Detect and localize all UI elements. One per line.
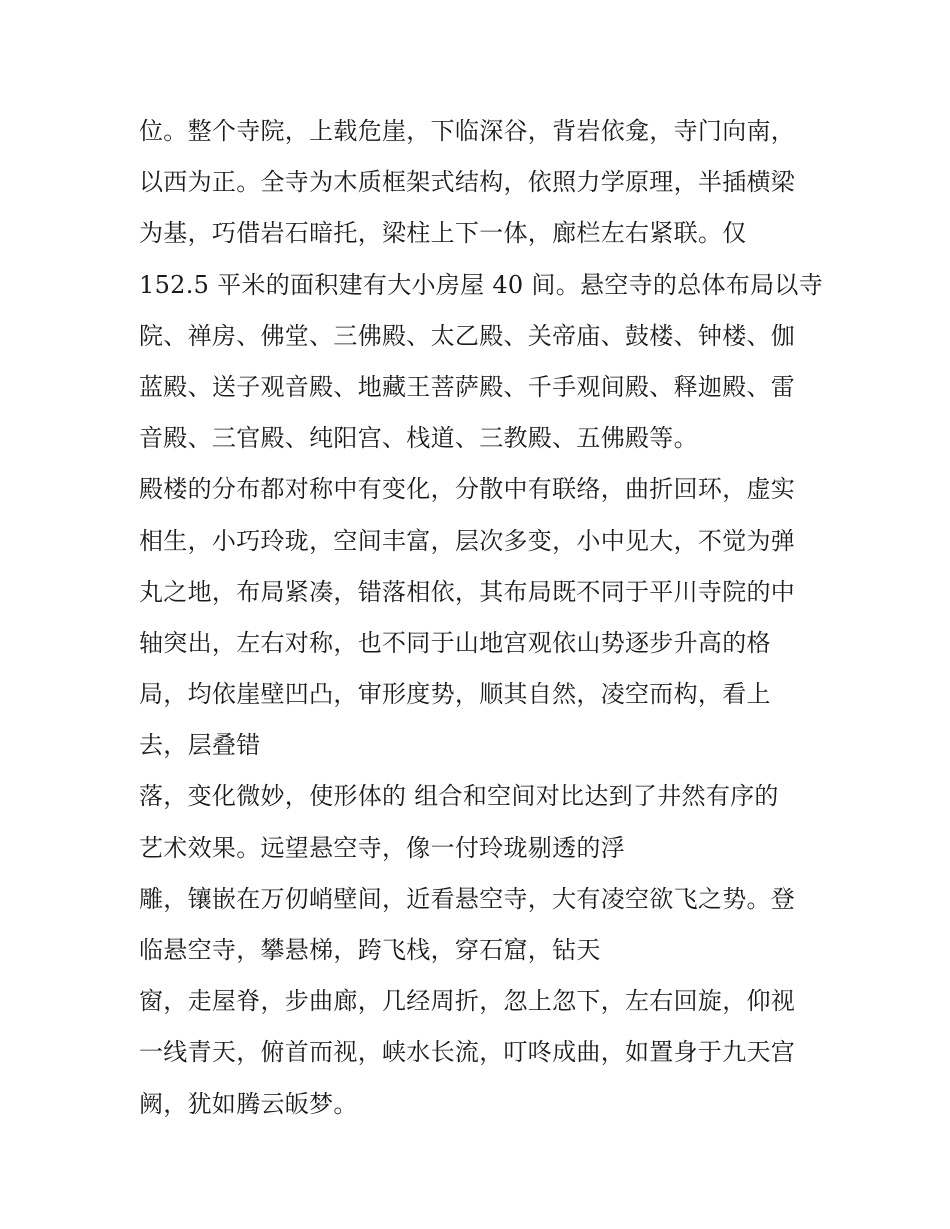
text-line: 去，层叠错: [139, 731, 261, 760]
body-text: [139, 106, 839, 1130]
text-line: 落，变化微妙，使形体的 组合和空间对比达到了井然有序的: [139, 782, 779, 811]
text-line: 152.5 平米的面积建有大小房屋 40 间。悬空寺的总体布局以寺: [139, 270, 824, 299]
text-line: 艺术效果。远望悬空寺，像一付玲珑剔透的浮: [139, 833, 625, 862]
text-line: 蓝殿、送子观音殿、地藏王菩萨殿、千手观间殿、释迦殿、雷: [139, 372, 796, 401]
text-line: 阙，犹如腾云皈梦。: [139, 1089, 358, 1118]
text-line: 殿楼的分布都对称中有变化，分散中有联络，曲折回环，虚实: [139, 475, 796, 504]
text-line: 位。整个寺院，上载危崖，下临深谷，背岩依龛，寺门向南，: [139, 117, 796, 145]
text-line: 音殿、三官殿、纯阳宫、栈道、三教殿、五佛殿等。: [139, 424, 698, 453]
text-line: 丸之地，布局紧凑，错落相依，其布局既不同于平川寺院的中: [139, 577, 796, 606]
text-line: 窗，走屋脊，步曲廊，几经周折，忽上忽下，左右回旋，仰视: [139, 987, 796, 1016]
text-line: 轴突出，左右对称，也不同于山地宫观依山势逐步升高的格: [139, 628, 771, 657]
text-line: 一线青天，俯首而视，峡水长流，叮咚成曲，如置身于九天宫: [139, 1038, 796, 1067]
text-line: 临悬空寺，攀悬梯，跨飞栈，穿石窟，钻天: [139, 936, 601, 964]
text-line: 院、禅房、佛堂、三佛殿、太乙殿、关帝庙、鼓楼、钟楼、伽: [139, 321, 796, 350]
text-line: 为基，巧借岩石暗托，梁柱上下一体，廊栏左右紧联。仅: [139, 219, 747, 248]
text-line: 局，均依崖壁凹凸，审形度势，顺其自然，凌空而构，看上: [139, 680, 771, 709]
text-line: 以西为正。全寺为木质框架式结构，依照力学原理，半插横梁: [139, 168, 796, 197]
text-line: 相生，小巧玲珑，空间丰富，层次多变，小中见大，不觉为弹: [139, 526, 796, 555]
text-line: 雕，镶嵌在万仞峭壁间，近看悬空寺，大有凌空欲飞之势。登: [139, 884, 796, 913]
